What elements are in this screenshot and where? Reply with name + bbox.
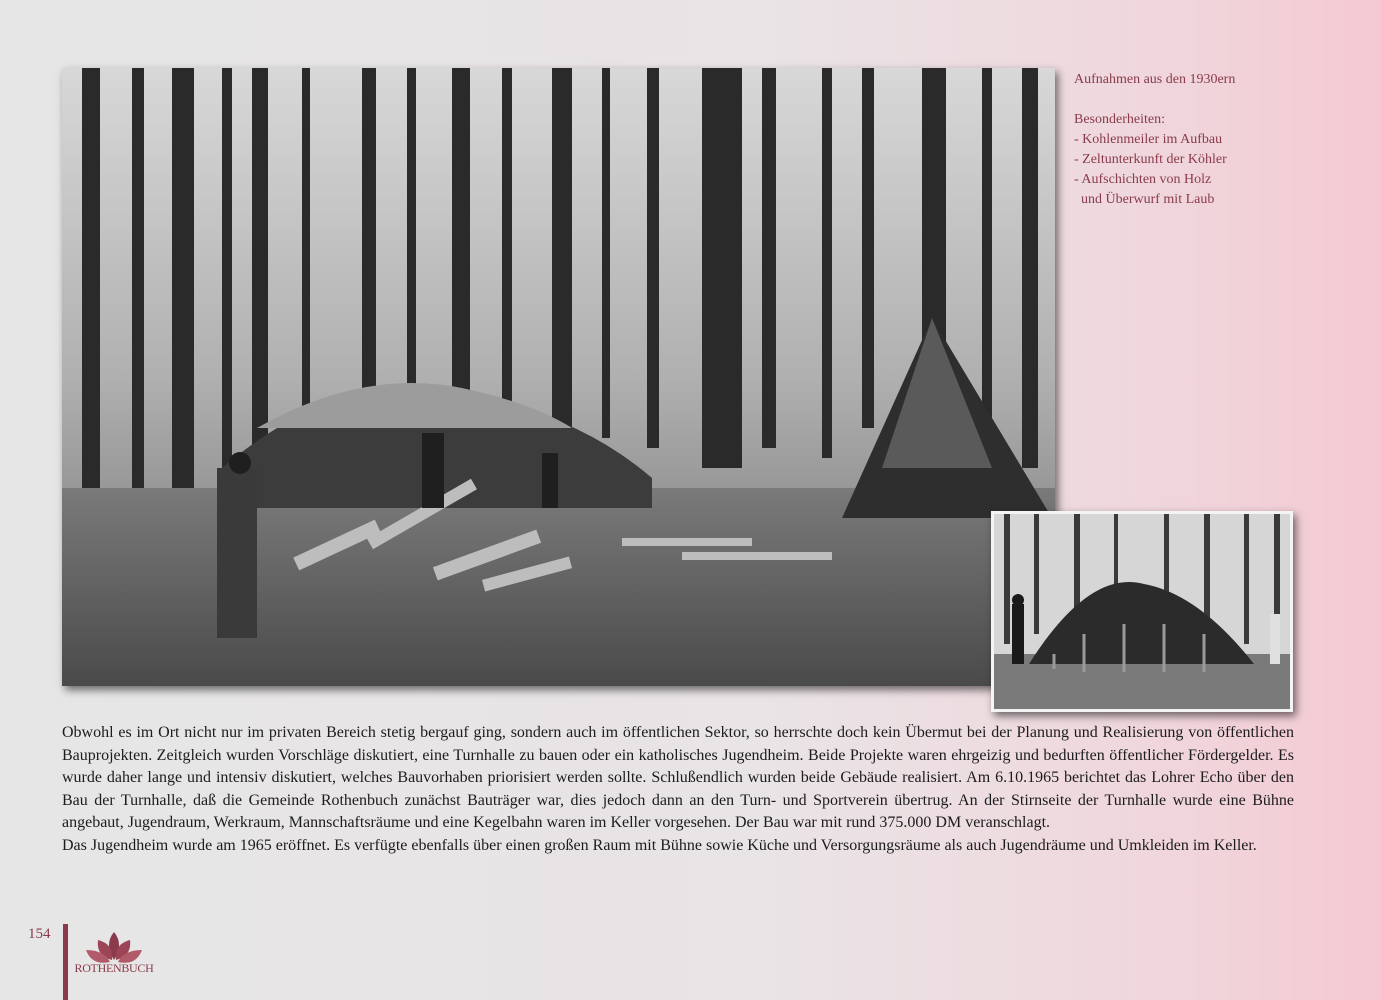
caption-item: - Aufschichten von Holz xyxy=(1074,172,1212,187)
caption-subtitle: Besonderheiten: xyxy=(1074,112,1165,127)
caption-item: und Überwurf mit Laub xyxy=(1074,192,1215,207)
photo-caption xyxy=(1074,70,1304,210)
logo-wordmark: ROTHENBUCH xyxy=(74,961,154,975)
charcoal-mound-image xyxy=(994,514,1290,709)
page-number: 154 xyxy=(28,926,51,942)
caption-title: Aufnahmen aus den 1930ern xyxy=(1074,72,1236,87)
body-text xyxy=(62,722,1294,858)
inset-photo xyxy=(991,511,1293,712)
forest-charcoal-kiln-image xyxy=(62,68,1055,686)
body-paragraph: Das Jugendheim wurde am 1965 eröffnet. Es verfügte ebenfalls über einen großen Raum mit Bühne sowie Küche und Versorgungsräume als auch Jugendräume und Umkleiden im Keller. xyxy=(62,836,1257,854)
footer-divider xyxy=(63,924,68,1000)
body-paragraph: Obwohl es im Ort nicht nur im privaten Bereich stetig bergauf ging, sondern auch im öffentlichen Sektor, so herrschte doch kein Übermut bei der Planung und Realisierung von öffentlichen Bauprojekten. Zeitgleich wurden Vorschläge diskutiert, eine Turnhalle zu bauen oder ein katholisches Jugendheim. Beide Projekte waren ehrgeizig und bedurften öffentlicher Fördergelder. Es wurde daher lange und intensiv diskutiert, welches Bauvorhaben priorisiert werden sollte. Schlußendlich wurden beide Gebäude realisiert. Am 6.10.1965 berichtet das Lohrer Echo über den Bau der Turnhalle, daß die Gemeinde Rothenbuch zunächst Bauträger war, dies jedoch dann an den Turn- und Sportverein übertrug. An der Stirnseite der Turnhalle wurde eine Bühne angebaut, Jugendraum, Werkraum, Mannschaftsräume und eine Kegelbahn waren im Keller vorgesehen. Der Bau war mit rund 375.000 DM veranschlagt. xyxy=(62,724,1294,832)
caption-item: - Kohlenmeiler im Aufbau xyxy=(1074,132,1223,147)
main-photo xyxy=(62,68,1055,686)
caption-item: - Zeltunterkunft der Köhler xyxy=(1074,152,1227,167)
